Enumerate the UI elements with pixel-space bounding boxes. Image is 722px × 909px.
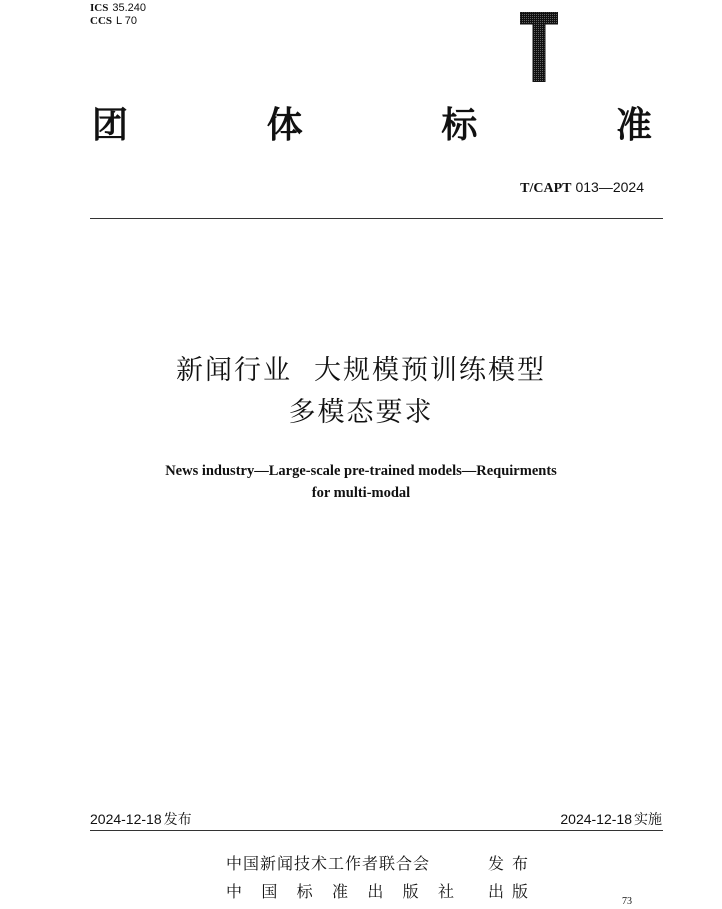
classification-codes bbox=[90, 2, 146, 28]
publisher-name-char: 国 bbox=[261, 882, 278, 901]
publisher-role-char: 版 bbox=[511, 882, 528, 901]
chinese-title-line-2: 多模态要求 bbox=[288, 397, 434, 428]
publisher-name-char: 社 bbox=[437, 882, 454, 901]
standard-type-char: 体 bbox=[266, 105, 303, 146]
publisher-role bbox=[488, 878, 528, 906]
standard-t-logo-icon bbox=[520, 12, 558, 82]
publisher-role bbox=[488, 850, 528, 878]
publisher-name-char: 准 bbox=[331, 882, 348, 901]
english-title-line-2: for multi-modal bbox=[311, 485, 411, 501]
ics-label: ICS bbox=[90, 2, 109, 14]
standard-number bbox=[520, 178, 644, 198]
publisher-role-char: 布 bbox=[511, 854, 528, 873]
chinese-title-line-1 bbox=[0, 350, 722, 392]
ccs-value: L 70 bbox=[116, 15, 138, 27]
standard-org-code: T/CAPT bbox=[520, 181, 572, 196]
publisher-name bbox=[226, 878, 454, 906]
publishers bbox=[226, 850, 546, 906]
issue-date-value: 2024-12-18 bbox=[90, 811, 162, 827]
ics-value: 35.240 bbox=[112, 2, 146, 14]
publisher-name-char: 版 bbox=[402, 882, 419, 901]
english-title-line-1: News industry—Large-scale pre-trained models—Requirments bbox=[165, 463, 557, 479]
page-number: 73 bbox=[622, 896, 632, 907]
implementation-date bbox=[560, 810, 662, 829]
chinese-title bbox=[0, 350, 722, 434]
standard-type-heading bbox=[92, 104, 652, 148]
ics-code bbox=[90, 2, 146, 15]
standard-number-value: 013—2024 bbox=[575, 179, 644, 195]
publisher-name: 中国新闻技术工作者联合会 bbox=[226, 854, 431, 873]
ccs-label: CCS bbox=[90, 15, 113, 27]
issue-date bbox=[90, 810, 192, 829]
publisher-name-char: 中 bbox=[226, 882, 243, 901]
top-divider bbox=[90, 218, 663, 219]
chinese-title-part-1: 新闻行业 bbox=[176, 355, 292, 386]
standard-type-char: 准 bbox=[615, 105, 652, 146]
publisher-name-char: 标 bbox=[296, 882, 313, 901]
publisher-row bbox=[226, 878, 546, 906]
publisher-role-char: 发 bbox=[488, 854, 505, 873]
publisher-row bbox=[226, 850, 546, 878]
standard-type-char: 团 bbox=[92, 105, 129, 146]
implementation-date-label: 实施 bbox=[634, 812, 662, 828]
issue-date-label: 发布 bbox=[163, 812, 192, 828]
bottom-divider bbox=[90, 830, 663, 831]
english-title bbox=[0, 460, 722, 504]
publisher-role-char: 出 bbox=[488, 882, 505, 901]
chinese-title-part-2: 大规模预训练模型 bbox=[314, 355, 546, 386]
standard-type-char: 标 bbox=[441, 105, 478, 146]
ccs-code bbox=[90, 15, 146, 28]
implementation-date-value: 2024-12-18 bbox=[560, 811, 632, 827]
publisher-name-char: 出 bbox=[367, 882, 384, 901]
